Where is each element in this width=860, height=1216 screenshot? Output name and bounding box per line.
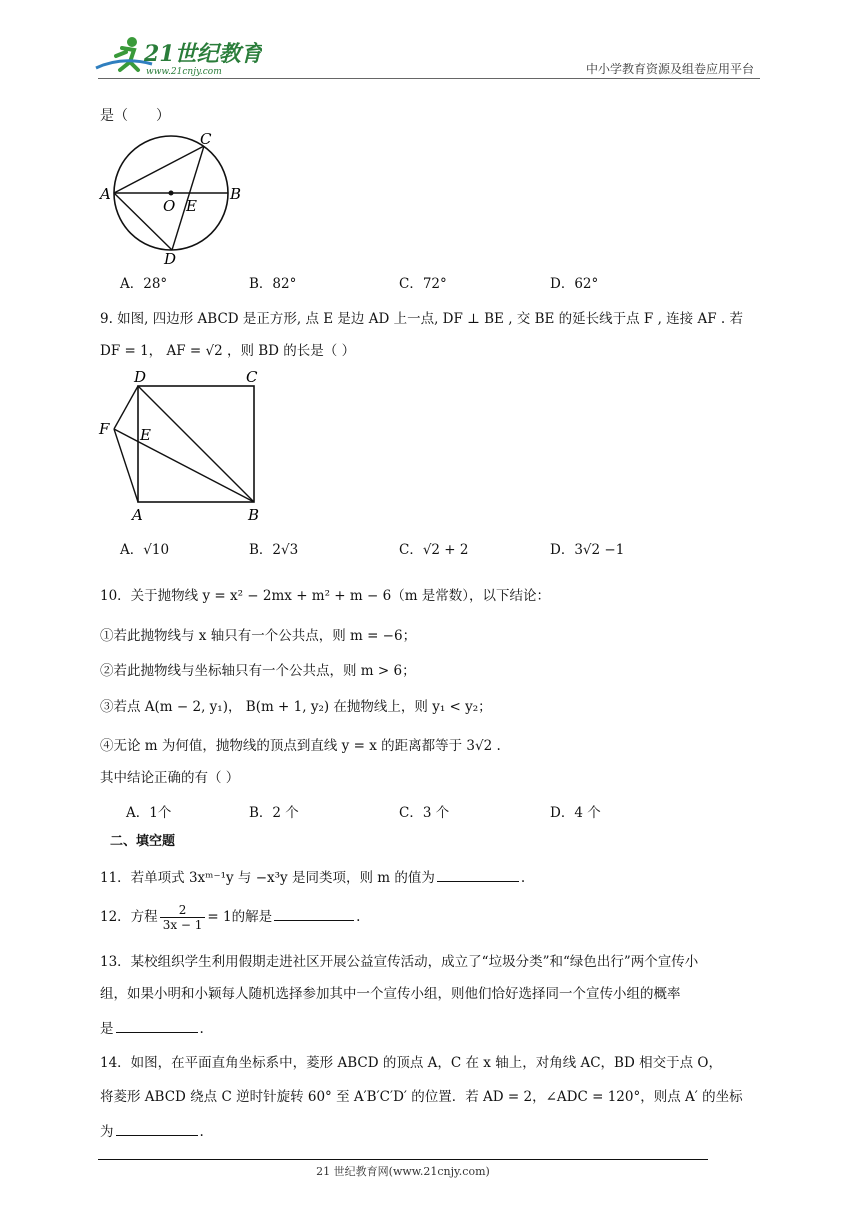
q12-line <box>100 900 360 934</box>
q14-line1: 14．如图，在平面直角坐标系中，菱形 ABCD 的顶点 A，C 在 x 轴上，对角线 AC，BD 相交于点 O， <box>100 1055 722 1071</box>
q9-option-b[interactable]: B．2√3 <box>249 542 299 558</box>
q12-fraction <box>160 903 206 932</box>
q10-option-a[interactable]: A．1个 <box>126 805 172 821</box>
q10-option-d[interactable]: D．4 个 <box>550 805 601 821</box>
q13-line2: 组，如果小明和小颖每人随机选择参加其中一个宣传小组，则他们恰好选择同一个宣传小组的概率 <box>100 986 681 1002</box>
q9-option-c[interactable]: C．√2 + 2 <box>399 542 469 558</box>
q10-ask: 其中结论正确的有（ ） <box>100 770 240 786</box>
q10-stem: 10．关于抛物线 y = x² − 2mx + m² + m − 6（m 是常数），以下结论： <box>100 588 551 604</box>
q10-statement-3: ③若点 A(m − 2, y₁)， B(m + 1, y₂) 在抛物线上，则 y₁ < y₂； <box>100 699 492 715</box>
diagonal-bd <box>138 386 254 502</box>
q12-end: . <box>356 909 361 925</box>
q9-square-figure <box>96 366 268 526</box>
q8-option-d[interactable]: D．62° <box>550 276 599 292</box>
segment-df <box>114 386 138 429</box>
label-a: A <box>132 506 143 524</box>
q9-stem-line2: DF = 1， AF = √2 ，则 BD 的长是（ ） <box>100 343 356 359</box>
q13-line1: 13．某校组织学生利用假期走进社区开展公益宣传活动，成立了“垃圾分类”和“绿色出行”两个宣传小 <box>100 954 699 970</box>
q12-answer-blank[interactable] <box>274 905 354 921</box>
q10-option-b[interactable]: B．2 个 <box>249 805 299 821</box>
label-c: C <box>246 368 258 386</box>
q13-end: . <box>199 1021 204 1037</box>
q10-statement-1: ①若此抛物线与 x 轴只有一个公共点，则 m = −6； <box>100 628 417 644</box>
q14-answer-blank[interactable] <box>116 1120 198 1136</box>
logo-url: www.21cnjy.com <box>146 67 222 77</box>
q13-line3 <box>100 1017 204 1039</box>
label-e: E <box>140 426 151 444</box>
q8-option-a[interactable]: A．28° <box>120 276 168 292</box>
q12-text-before: 12．方程 <box>100 909 158 925</box>
label-d: D <box>134 368 147 386</box>
logo-text: 21世纪教育 <box>144 41 262 67</box>
q10-statement-2: ②若此抛物线与坐标轴只有一个公共点，则 m > 6； <box>100 663 416 679</box>
label-b: B <box>230 185 242 203</box>
q9-stem-line1: 9. 如图, 四边形 ABCD 是正方形, 点 E 是边 AD 上一点, DF ⊥ BE , 交 BE 的延长线于点 F , 连接 AF . 若 <box>100 311 743 327</box>
q11-line <box>100 866 525 888</box>
label-e: E <box>186 197 197 215</box>
q9-option-d[interactable]: D．3√2 −1 <box>550 542 625 558</box>
footer-divider <box>98 1159 708 1160</box>
center-point <box>169 191 174 196</box>
q8-option-b[interactable]: B．82° <box>249 276 297 292</box>
header-platform-name: 中小学教育资源及组卷应用平台 <box>585 62 754 76</box>
q8-circle-figure <box>96 126 246 266</box>
q12-text-after: = 1的解是 <box>207 909 273 925</box>
q14-line3 <box>100 1120 204 1142</box>
q13-text: 是 <box>100 1021 114 1037</box>
label-f: F <box>99 420 110 438</box>
q9-option-a[interactable]: A．√10 <box>120 542 170 558</box>
q11-text: 11．若单项式 3xᵐ⁻¹y 与 −x³y 是同类项，则 m 的值为 <box>100 870 435 886</box>
q12-denominator: 3x − 1 <box>162 918 203 932</box>
q14-line2: 将菱形 ABCD 绕点 C 逆时针旋转 60° 至 A′B′C′D′ 的位置．若 AD = 2，∠ADC = 120°，则点 A′ 的坐标 <box>100 1089 743 1105</box>
header-divider <box>98 78 760 79</box>
label-b: B <box>248 506 260 524</box>
section-fill-in-title: 二、填空题 <box>110 834 176 849</box>
q14-end: . <box>199 1124 204 1140</box>
label-c: C <box>200 130 212 148</box>
q13-answer-blank[interactable] <box>116 1017 198 1033</box>
q10-statement-4: ④无论 m 为何值，抛物线的顶点到直线 y = x 的距离都等于 3√2 . <box>100 738 501 754</box>
site-logo <box>92 34 262 84</box>
q11-end: . <box>520 870 526 886</box>
q10-option-c[interactable]: C．3 个 <box>399 805 450 821</box>
label-o: O <box>163 197 176 215</box>
q8-option-c[interactable]: C．72° <box>399 276 447 292</box>
q12-numerator: 2 <box>160 903 206 918</box>
label-a: A <box>100 185 111 203</box>
footer-site[interactable]: 21 世纪教育网(www.21cnjy.com) <box>316 1165 490 1178</box>
q8-stem-tail: 是（ ） <box>100 108 170 124</box>
q14-text: 为 <box>100 1124 114 1140</box>
label-d: D <box>164 250 177 266</box>
chord-ac <box>114 146 204 193</box>
q11-answer-blank[interactable] <box>437 866 519 882</box>
